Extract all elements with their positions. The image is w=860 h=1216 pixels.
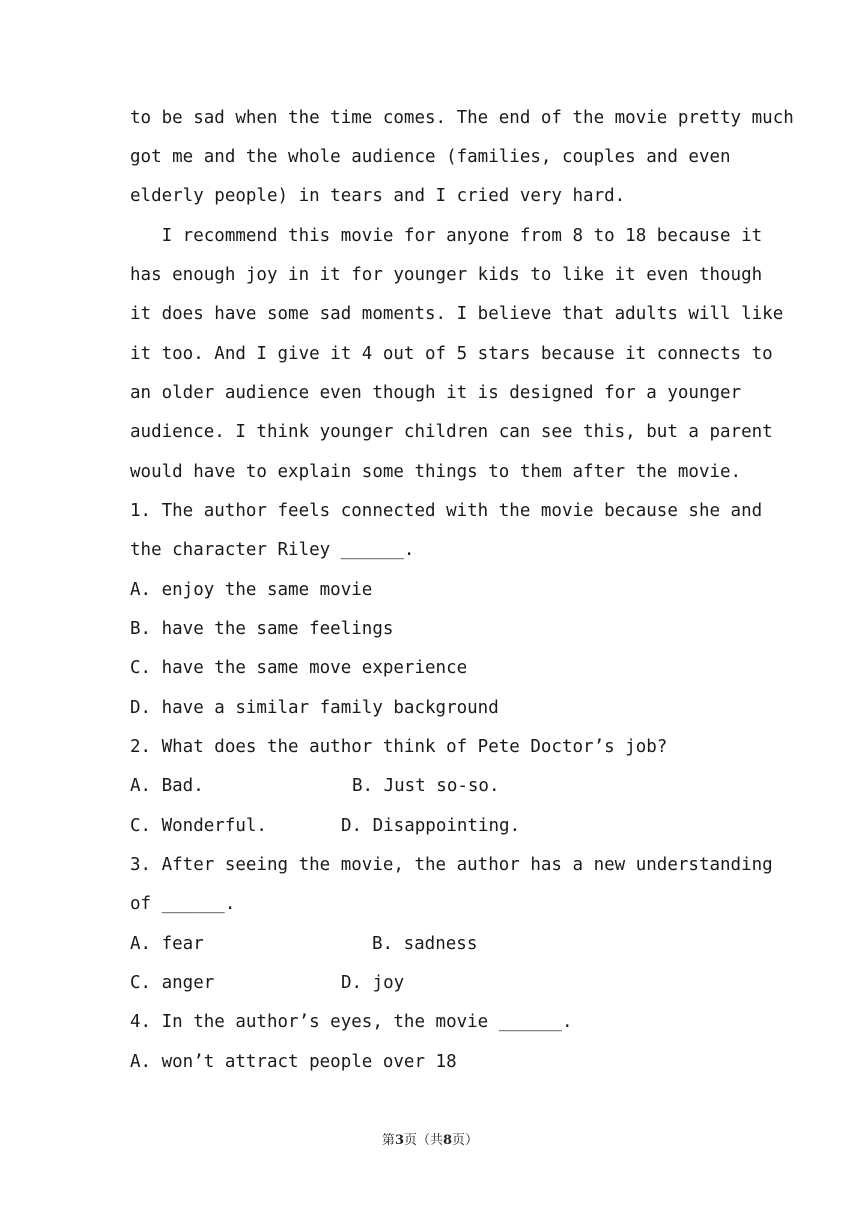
question-1-option-c: C. have the same move experience xyxy=(130,658,468,678)
passage-line: audience. I think younger children can see this, but a parent xyxy=(130,422,773,442)
question-1-option-d: D. have a similar family background xyxy=(130,698,499,718)
question-2-option-d: D. Disappointing. xyxy=(341,816,521,836)
passage-line: elderly people) in tears and I cried very hard. xyxy=(130,186,626,206)
question-2-option-a: A. Bad. xyxy=(130,776,204,796)
question-3-options-row-1 xyxy=(130,932,730,956)
question-2-option-c: C. Wonderful. xyxy=(130,816,267,836)
passage-line: an older audience even though it is designed for a younger xyxy=(130,383,742,403)
question-4-option-a: A. won’t attract people over 18 xyxy=(130,1052,457,1072)
question-2-options-row-1 xyxy=(130,774,730,798)
question-3-option-d: D. joy xyxy=(341,973,405,993)
question-1-stem-continued: the character Riley ______. xyxy=(130,540,415,560)
passage-line: would have to explain some things to them after the movie. xyxy=(130,462,742,482)
question-3-stem: 3. After seeing the movie, the author has a new understanding xyxy=(130,855,773,875)
question-3-options-row-2 xyxy=(130,971,730,995)
question-2-option-b: B. Just so-so. xyxy=(352,776,500,796)
passage-line: got me and the whole audience (families, couples and even xyxy=(130,147,731,167)
question-3-option-a: A. fear xyxy=(130,934,204,954)
total-pages: 8 xyxy=(443,1133,453,1148)
footer-suffix: 页） xyxy=(452,1133,479,1148)
question-4-stem: 4. In the author’s eyes, the movie ______. xyxy=(130,1012,573,1032)
passage-line: has enough joy in it for younger kids to like it even though xyxy=(130,265,763,285)
question-3-stem-continued: of ______. xyxy=(130,894,236,914)
question-1-option-b: B. have the same feelings xyxy=(130,619,394,639)
question-3-option-b: B. sadness xyxy=(372,934,478,954)
footer-middle: 页（共 xyxy=(403,1133,443,1148)
question-2-stem: 2. What does the author think of Pete Doctor’s job? xyxy=(130,737,668,757)
passage-line: to be sad when the time comes. The end of the movie pretty much xyxy=(130,108,794,128)
page-footer xyxy=(0,1129,860,1148)
question-1-option-a: A. enjoy the same movie xyxy=(130,580,373,600)
question-2-options-row-2 xyxy=(130,814,730,838)
question-1-stem: 1. The author feels connected with the movie because she and xyxy=(130,501,763,521)
passage-line: I recommend this movie for anyone from 8 to 18 because it xyxy=(130,226,763,246)
passage-line: it does have some sad moments. I believe that adults will like xyxy=(130,304,784,324)
passage-line: it too. And I give it 4 out of 5 stars because it connects to xyxy=(130,344,773,364)
footer-prefix: 第 xyxy=(381,1133,395,1148)
question-3-option-c: C. anger xyxy=(130,973,215,993)
page-number: 3 xyxy=(394,1133,404,1148)
